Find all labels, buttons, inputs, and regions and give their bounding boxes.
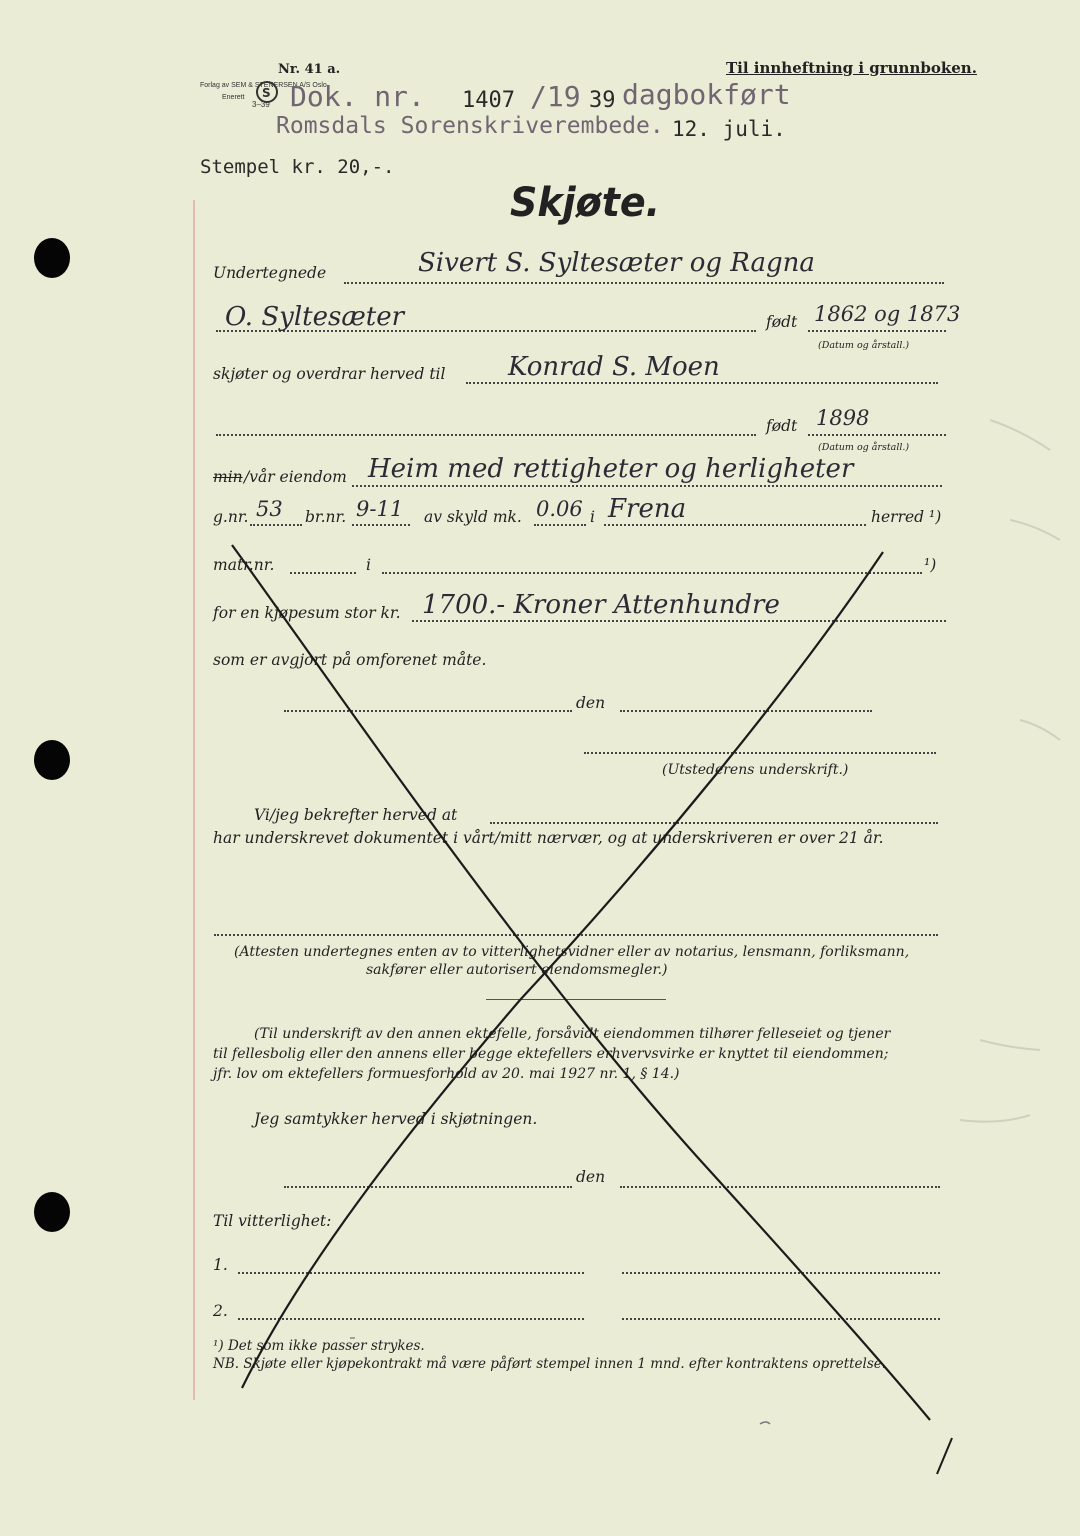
- gnr-value: 53: [256, 497, 283, 521]
- underskrevet-text: har underskrevet dokumentet i vårt/mitt nærvær, og at underskriveren er over 21 år.: [213, 829, 884, 847]
- samtykker-text: Jeg samtykker herved i skjøtningen.: [254, 1110, 538, 1128]
- undertegnede-label: Undertegnede: [213, 264, 327, 282]
- eiendom-label: /vår eiendom: [244, 468, 347, 486]
- enerett-label: Enerett: [222, 94, 245, 101]
- dok-number: 1407: [462, 88, 515, 113]
- vitterlighet-label: Til vitterlighet:: [213, 1212, 332, 1230]
- nb-note: NB. Skjøte eller kjøpekontrakt må være påført stempel innen 1 mnd. efter kontraktens oprettelse.: [213, 1356, 887, 1372]
- kjopesum-label: for en kjøpesum stor kr.: [213, 604, 401, 622]
- stamp-year-prefix: /19: [530, 80, 581, 113]
- brnr-value: 9-11: [356, 497, 404, 521]
- publisher-line: Forlag av SEM & STENERSEN A/S Oslo: [200, 82, 327, 89]
- ektefelle-text-3: jfr. lov om ektefellers formuesforhold av 20. mai 1927 nr. 1, § 14.): [213, 1066, 680, 1082]
- footnote: ¹) Det som ikke passer strykes.: [213, 1338, 425, 1354]
- ektefelle-text-1: (Til underskrift av den annen ektefelle, forsåvidt eiendommen tilhører felleseiet og tjener: [254, 1026, 891, 1042]
- i-label: i: [590, 508, 595, 526]
- buyer-birth-year: 1898: [816, 406, 870, 430]
- herred-label: herred ¹): [871, 508, 942, 526]
- seller-birth-years: 1862 og 1873: [814, 302, 961, 326]
- datum-note: (Datum og årstall.): [818, 340, 910, 351]
- utsteder-label: (Utstederens underskrift.): [662, 762, 849, 778]
- filing-note: Til innheftning i grunnboken.: [726, 59, 977, 77]
- document-title: Skjøte.: [509, 180, 661, 226]
- den2-label: den: [576, 1168, 606, 1186]
- purchase-price: 1700.- Kroner Attenhundre: [422, 590, 780, 620]
- year-value: 39: [589, 88, 616, 113]
- stamp-dok-label: Dok. nr.: [290, 80, 425, 113]
- omforenet-text: som er avgjort på omforenet måte.: [213, 651, 487, 669]
- property-description: Heim med rettigheter og herligheter: [368, 454, 854, 484]
- attest-text-2: sakfører eller autorisert eiendomsmegler.): [366, 962, 668, 978]
- witness-2-label: 2.: [213, 1302, 228, 1320]
- buyer-name: Konrad S. Moen: [508, 352, 720, 382]
- seller-names-cont: O. Syltesæter: [225, 302, 405, 332]
- datum-note: (Datum og årstall.): [818, 442, 910, 453]
- witness-1-label: 1.: [213, 1256, 228, 1274]
- stamp-dagbokfort: dagbokført: [622, 78, 791, 111]
- skyld-value: 0.06: [536, 497, 583, 521]
- stempel-line: Stempel kr. 20,-.: [200, 156, 395, 178]
- brnr-label: br.nr.: [305, 508, 347, 526]
- svg-text:S: S: [262, 86, 271, 100]
- stamp-office: Romsdals Sorenskriverembede.: [276, 113, 664, 139]
- herred-value: Frena: [608, 494, 687, 524]
- register-date: 12. juli.: [672, 117, 786, 141]
- gnr-label: g.nr.: [213, 508, 249, 526]
- matr-label: matr.nr.: [213, 556, 275, 574]
- bekrefter-text: Vi/jeg bekrefter herved at: [254, 806, 458, 824]
- skyld-label: av skyld mk.: [424, 508, 522, 526]
- print-code: 3–39: [252, 100, 270, 109]
- fodt-label: født: [766, 313, 798, 331]
- seller-names: Sivert S. Syltesæter og Ragna: [418, 248, 815, 278]
- skjoter-label: skjøter og overdrar herved til: [213, 365, 446, 383]
- attest-text-1: (Attesten undertegnes enten av to vitterlighetsvidner eller av notarius, lensmann, forliksmann,: [234, 944, 910, 960]
- ektefelle-text-2: til fellesbolig eller den annens eller begge ektefellers erhvervsvirke er knyttet til eiendommen;: [213, 1046, 889, 1062]
- den-label: den: [576, 694, 606, 712]
- matr-note: ¹): [924, 556, 937, 574]
- matr-i: i: [366, 556, 371, 574]
- min-struck: min: [213, 468, 243, 486]
- fodt2-label: født: [766, 417, 798, 435]
- form-number: Nr. 41 a.: [278, 62, 341, 77]
